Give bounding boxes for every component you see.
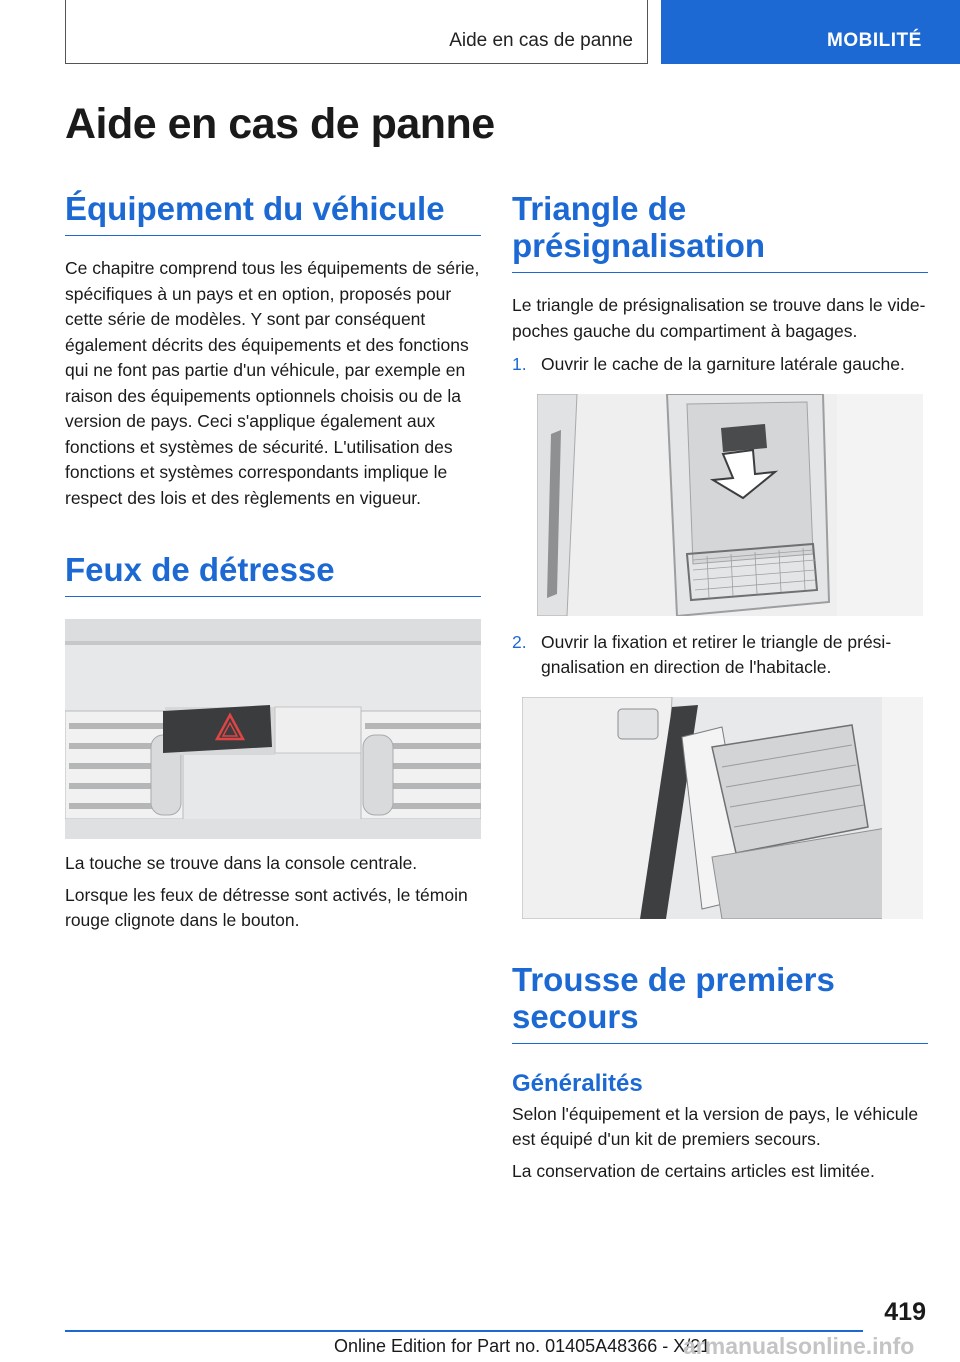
hazard-location-text: La touche se trouve dans la console centrale. — [65, 853, 418, 873]
heading-warning-triangle — [512, 190, 928, 273]
side-trim-illustration — [537, 394, 923, 616]
side-trim-cover-figure — [537, 394, 923, 616]
heading-warning-triangle-line1: Triangle de — [512, 190, 687, 227]
header-tab-mobilite[interactable]: MOBILITÉ — [661, 0, 960, 64]
footer-edition: Online Edition for Part no. 01405A48366 - X/21 — [334, 1336, 711, 1356]
heading-hazard-lights: Feux de détresse — [65, 551, 481, 597]
equipment-body: Ce chapitre comprend tous les équipements de série, spécifiques à un pays et en option, proposés pour cette série de modèles. Y sont par conséquent également décrits des équipements et des fonctions qui ne font pas partie d'un véhicule, par exemple en raison des équipements optionnels choisis ou de la version de pays. Ceci s'applique également aux fonctions et systèmes de sécurité. L'utilisation des fonctions et systèmes correspondants implique le respect des lois et des règlements en vigueur. — [65, 258, 480, 508]
heading-first-aid-kit-line2: secours — [512, 997, 639, 1035]
subheading-general: Généralités — [512, 1069, 643, 1097]
right-air-vent — [361, 711, 481, 819]
triangle-step-2 — [512, 630, 928, 681]
footer-watermark: armanualsonline.info — [683, 1333, 915, 1359]
heading-first-aid-kit-line1: Trousse de premiers — [512, 960, 835, 998]
step-text: Ouvrir le cache de la garniture latérale gauche. — [541, 354, 905, 374]
right-column — [512, 190, 928, 1184]
step-text: Ouvrir la fixation et retirer le triangle de présignalisation en direction de l'habitacle. — [541, 631, 892, 677]
page-number: 419 — [884, 1298, 926, 1326]
header-box — [65, 0, 648, 64]
first-aid-text-2: La conservation de certains articles est limitée. — [512, 1160, 875, 1181]
triangle-removal-illustration — [522, 697, 923, 919]
first-aid-text-1: Selon l'équipement et la version de pays, le véhicule est équipé d'un kit de premiers secours. — [512, 1103, 919, 1149]
heading-warning-triangle-line2: présignalisation — [512, 227, 766, 264]
hazard-switch-panel — [163, 705, 361, 755]
hazard-console-illustration — [65, 619, 481, 839]
page-title: Aide en cas de panne — [65, 100, 495, 148]
footer-divider — [65, 1330, 863, 1332]
step-number: 1. — [512, 354, 527, 374]
left-column — [65, 190, 481, 934]
triangle-removal-figure — [522, 697, 923, 919]
hazard-button-figure — [65, 619, 481, 839]
triangle-step-1 — [512, 352, 928, 378]
step-number: 2. — [512, 631, 527, 652]
header-section-title: Aide en cas de panne — [449, 30, 633, 51]
heading-equipment: Équipement du véhicule — [65, 190, 481, 236]
heading-first-aid-kit — [512, 961, 928, 1044]
triangle-intro: Le triangle de présignalisation se trouve dans le vide-poches gauche du compartiment à bagages. — [512, 295, 926, 341]
hazard-indicator-text: Lorsque les feux de détresse sont activés, le témoin rouge clignote dans le bouton. — [65, 884, 468, 930]
